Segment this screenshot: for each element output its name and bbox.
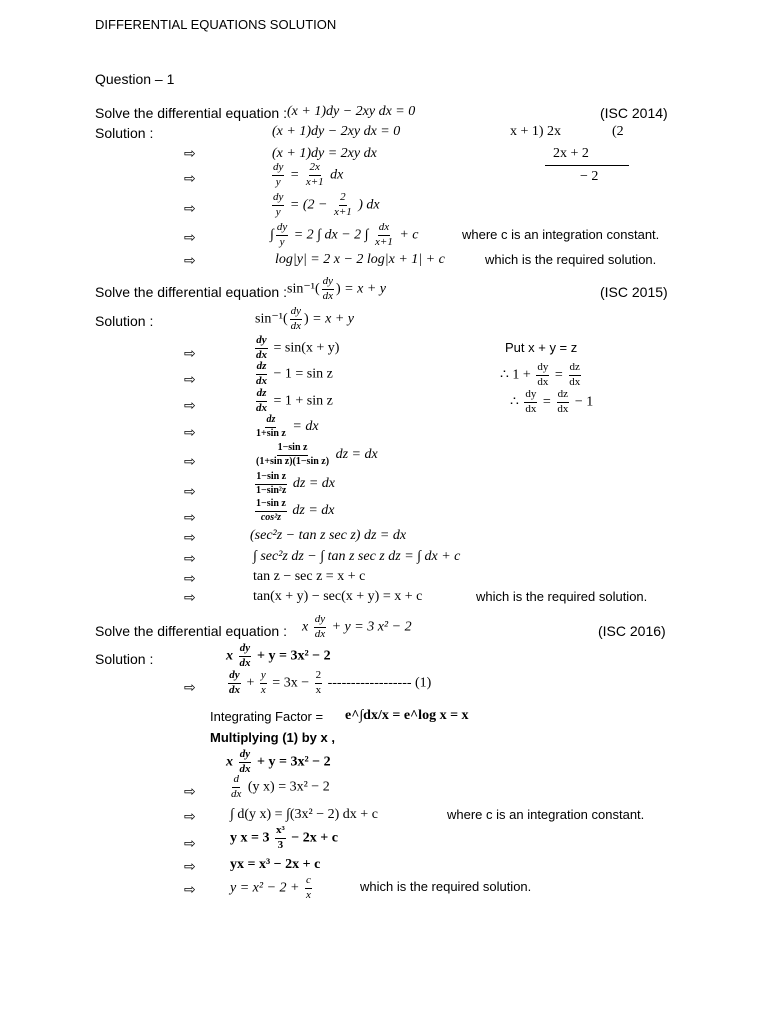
division-top-right: (2 bbox=[612, 124, 624, 139]
arrow-icon: ⇨ bbox=[184, 484, 196, 500]
arrow-icon: ⇨ bbox=[184, 201, 196, 217]
q1-source: (ISC 2014) bbox=[600, 105, 668, 121]
q2-step-4: $\frac{dz}{dx}$ = 1 + sin z bbox=[256, 387, 333, 414]
q3-solution-label: Solution : bbox=[95, 651, 154, 667]
arrow-icon: ⇨ bbox=[184, 882, 196, 898]
q3-step-3-expr: e^∫dx/x = e^log x = x bbox=[345, 708, 469, 723]
division-rule bbox=[545, 165, 629, 166]
q2-step-12: tan(x + y) − sec(x + y) = x + c bbox=[253, 589, 423, 604]
q2-step-3: $\frac{dz}{dx}$ − 1 = sin z bbox=[256, 360, 333, 387]
q1-equation: (x + 1)dy − 2xy dx = 0 bbox=[287, 104, 416, 119]
arrow-icon: ⇨ bbox=[184, 253, 196, 269]
arrow-icon: ⇨ bbox=[184, 372, 196, 388]
q3-step-7: ∫ d(y x) = ∫(3x² − 2) dx + c bbox=[230, 807, 378, 822]
document-title: DIFFERENTIAL EQUATIONS SOLUTION bbox=[95, 17, 337, 32]
q2-step-1: sin⁻¹( $\frac{dy}{dx}$ ) = x + y bbox=[255, 305, 354, 332]
q2-side-derivative: ∴ 1 + $\frac{dy}{dx}$ = $\frac{dz}{dx}$ bbox=[500, 361, 581, 388]
q3-step-9: yx = x³ − 2x + c bbox=[230, 857, 321, 872]
q3-step-10: y = x² − 2 + $\frac{c}{x}$ bbox=[230, 874, 311, 901]
q2-step-9: (sec²z − tan z sec z) dz = dx bbox=[250, 528, 407, 543]
q1-step-6-note: which is the required solution. bbox=[485, 252, 657, 267]
q3-step-10-note: which is the required solution. bbox=[360, 879, 532, 894]
q2-step-5: $\frac{dz}{\text{1+sin z}}$ = dx bbox=[256, 414, 319, 439]
q2-step-8: $\frac{\text{1−sin z}}{\text{cos²z}}$ dz = dx bbox=[256, 498, 335, 523]
arrow-icon: ⇨ bbox=[184, 784, 196, 800]
q3-step-1: x $\frac{dy}{dx}$ + y = 3x² − 2 bbox=[226, 642, 331, 669]
q1-step-6: log|y| = 2 x − 2 log|x + 1| + c bbox=[275, 252, 445, 267]
q2-step-10: ∫ sec²z dz − ∫ tan z sec z dz = ∫ dx + c bbox=[253, 549, 461, 564]
arrow-icon: ⇨ bbox=[184, 551, 196, 567]
q3-step-3-label: Integrating Factor = bbox=[210, 709, 324, 724]
arrow-icon: ⇨ bbox=[184, 510, 196, 526]
q2-solution-label: Solution : bbox=[95, 313, 154, 329]
q2-equation: sin⁻¹( $\frac{dy}{dx}$ ) = x + y bbox=[287, 275, 386, 302]
q2-step-11: tan z − sec z = x + c bbox=[253, 569, 366, 584]
q2-step-7: $\frac{\text{1−sin z}}{\text{1−sin²z}}$ dz = dx bbox=[256, 471, 335, 496]
division-mid: 2x + 2 bbox=[553, 146, 589, 161]
arrow-icon: ⇨ bbox=[184, 230, 196, 246]
q3-step-7-note: where c is an integration constant. bbox=[447, 807, 645, 822]
q3-equation: x $\frac{dy}{dx}$ + y = 3 x² − 2 bbox=[302, 613, 412, 640]
q3-step-2: $\frac{dy}{dx}$ + $\frac{y}{x}$ = 3x − $\frac{2}{x}$ ------------------ (1) bbox=[229, 669, 432, 696]
arrow-icon: ⇨ bbox=[184, 836, 196, 852]
arrow-icon: ⇨ bbox=[184, 346, 196, 362]
arrow-icon: ⇨ bbox=[184, 571, 196, 587]
arrow-icon: ⇨ bbox=[184, 146, 196, 162]
arrow-icon: ⇨ bbox=[184, 454, 196, 470]
question-label: Question – 1 bbox=[95, 71, 175, 87]
arrow-icon: ⇨ bbox=[184, 171, 196, 187]
arrow-icon: ⇨ bbox=[184, 530, 196, 546]
q2-side-substitution: Put x + y = z bbox=[505, 340, 578, 355]
q1-prompt: Solve the differential equation : bbox=[95, 105, 287, 121]
q1-step-5-note: where c is an integration constant. bbox=[462, 227, 660, 242]
q2-side-rearranged: ∴ $\frac{dy}{dx}$ = $\frac{dz}{dx}$ − 1 bbox=[510, 388, 594, 415]
q2-step-12-note: which is the required solution. bbox=[476, 589, 648, 604]
arrow-icon: ⇨ bbox=[184, 680, 196, 696]
arrow-icon: ⇨ bbox=[184, 590, 196, 606]
arrow-icon: ⇨ bbox=[184, 859, 196, 875]
q2-step-2: $\frac{dy}{dx}$ = sin(x + y) bbox=[256, 334, 340, 361]
q2-source: (ISC 2015) bbox=[600, 284, 668, 300]
q1-step-2: (x + 1)dy = 2xy dx bbox=[272, 146, 377, 161]
division-top: x + 1) 2x bbox=[510, 124, 562, 139]
arrow-icon: ⇨ bbox=[184, 425, 196, 441]
q3-prompt: Solve the differential equation : bbox=[95, 623, 287, 639]
arrow-icon: ⇨ bbox=[184, 398, 196, 414]
q3-step-4: Multiplying (1) by x , bbox=[210, 730, 335, 745]
q3-step-5: x $\frac{dy}{dx}$ + y = 3x² − 2 bbox=[226, 748, 331, 775]
q2-step-6: $\frac{\text{1−sin z}}{\text{(1+sin z)(1−sin z)}}$ dz = dx bbox=[256, 442, 378, 467]
q1-step-1: (x + 1)dy − 2xy dx = 0 bbox=[272, 124, 401, 139]
q3-step-8: y x = 3 $\frac{\text{x³}}{3}$ − 2x + c bbox=[230, 824, 338, 851]
arrow-icon: ⇨ bbox=[184, 809, 196, 825]
q3-step-6: $\frac{d}{dx}$ (y x) = 3x² − 2 bbox=[231, 773, 330, 800]
q2-prompt: Solve the differential equation : bbox=[95, 284, 287, 300]
q1-step-4: $\frac{dy}{y}$ = (2 − $\frac{2}{x+1}$ ) dx bbox=[273, 191, 380, 218]
q1-solution-label: Solution : bbox=[95, 125, 154, 141]
q3-source: (ISC 2016) bbox=[598, 623, 666, 639]
division-remainder: − 2 bbox=[580, 169, 599, 184]
q1-step-5: ∫ $\frac{dy}{y}$ = 2 ∫ dx − 2 ∫ $\frac{dx}{x+1}$ + c bbox=[270, 221, 419, 248]
q1-step-3: $\frac{dy}{y}$ = $\frac{2x}{x+1}$ dx bbox=[273, 161, 344, 188]
